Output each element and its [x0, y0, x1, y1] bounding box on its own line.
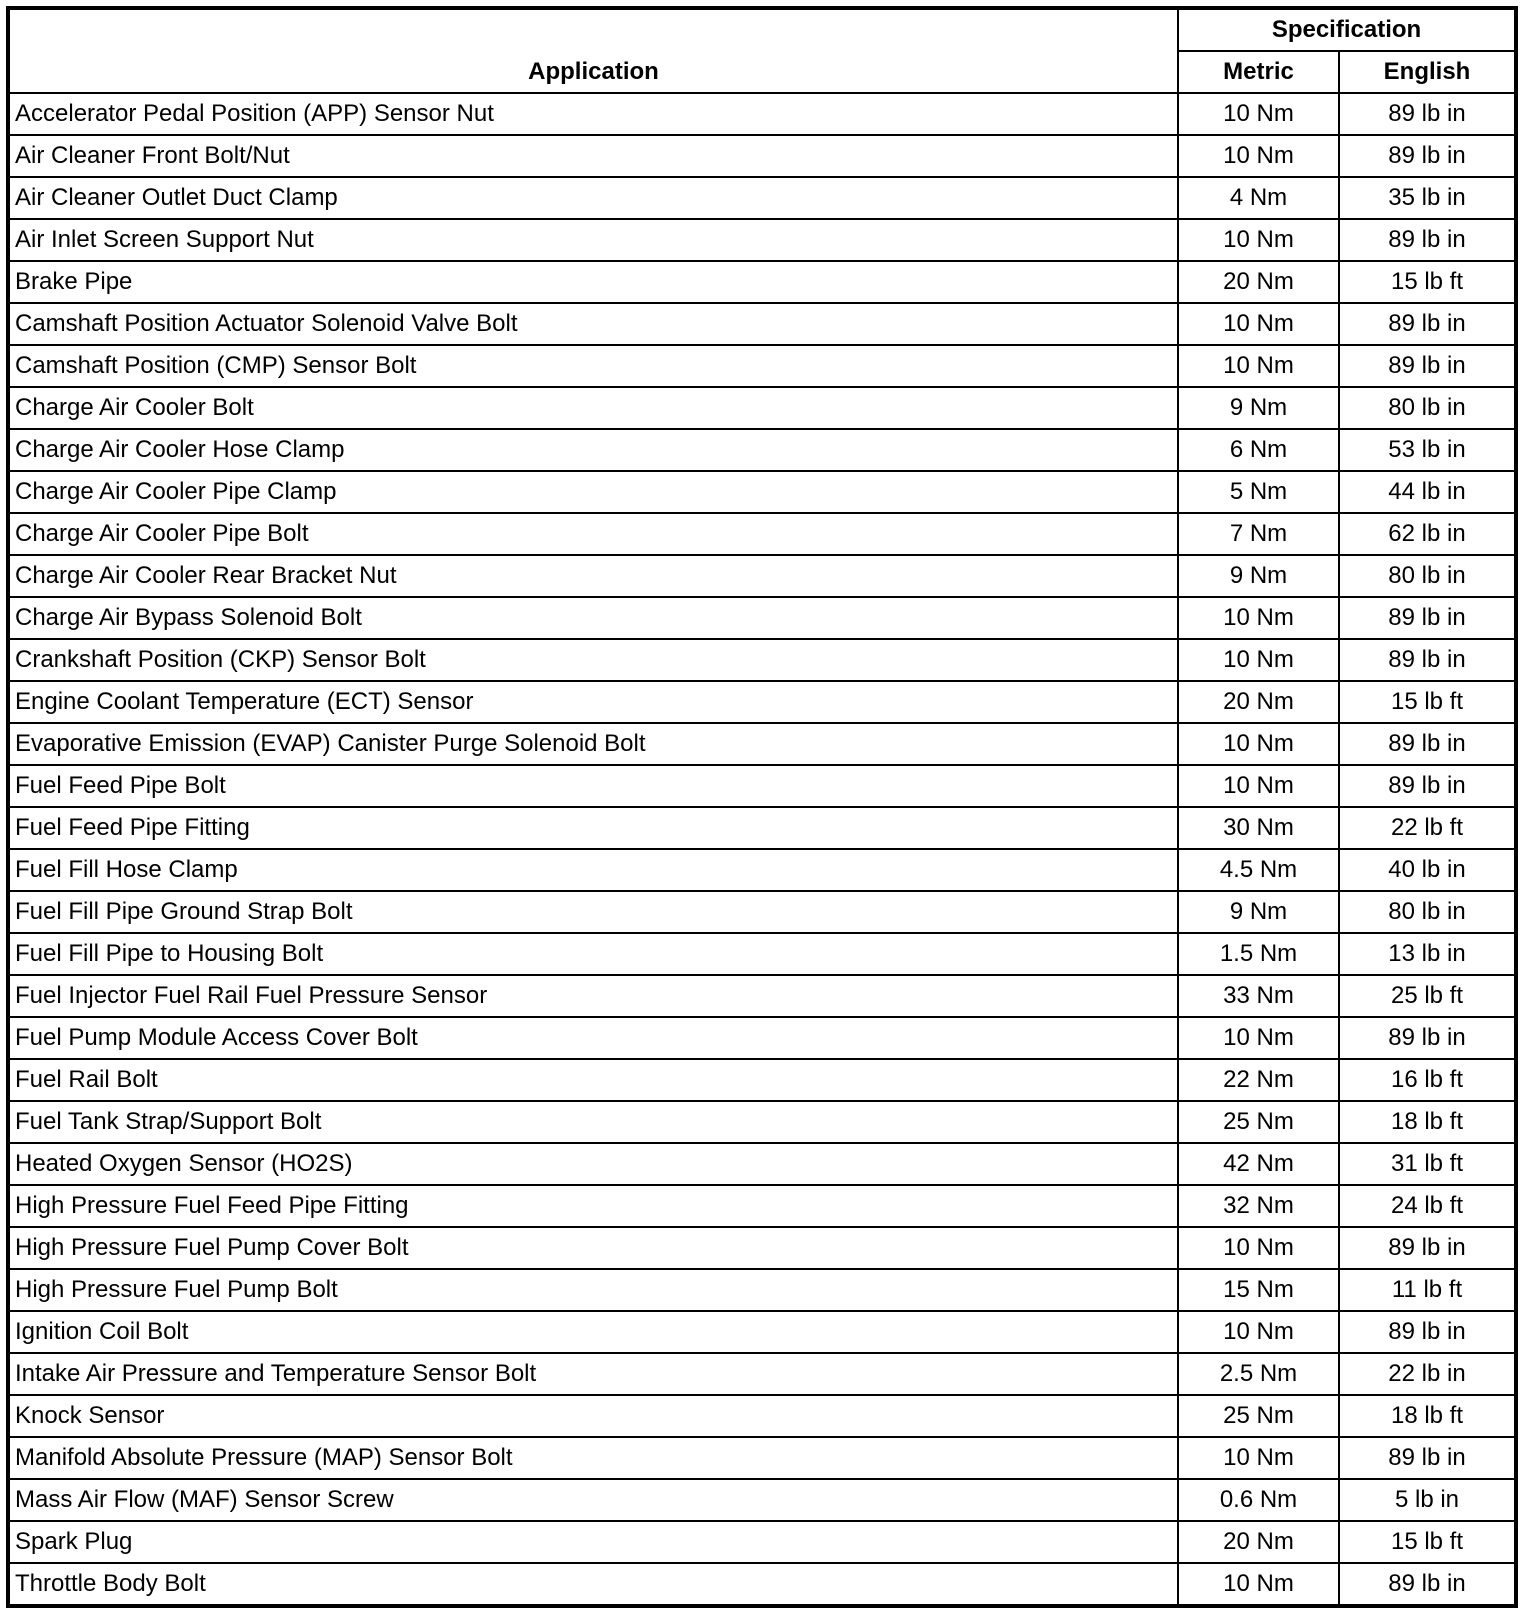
table-row	[8, 765, 1516, 807]
application-cell: Crankshaft Position (CKP) Sensor Bolt	[8, 639, 1178, 681]
application-cell: Charge Air Cooler Rear Bracket Nut	[8, 555, 1178, 597]
table-row	[8, 1521, 1516, 1563]
metric-cell: 7 Nm	[1178, 513, 1339, 555]
metric-cell: 9 Nm	[1178, 891, 1339, 933]
table-header	[8, 8, 1516, 93]
english-cell: 53 lb in	[1339, 429, 1516, 471]
metric-cell: 10 Nm	[1178, 597, 1339, 639]
table-row	[8, 177, 1516, 219]
table-body	[8, 93, 1516, 1606]
application-cell: Charge Air Cooler Pipe Bolt	[8, 513, 1178, 555]
application-cell: Air Cleaner Outlet Duct Clamp	[8, 177, 1178, 219]
table-row	[8, 1479, 1516, 1521]
application-cell: High Pressure Fuel Pump Bolt	[8, 1269, 1178, 1311]
english-cell: 35 lb in	[1339, 177, 1516, 219]
metric-cell: 10 Nm	[1178, 345, 1339, 387]
table-row	[8, 1563, 1516, 1606]
application-cell: Ignition Coil Bolt	[8, 1311, 1178, 1353]
english-cell: 89 lb in	[1339, 219, 1516, 261]
english-cell: 80 lb in	[1339, 387, 1516, 429]
application-cell: Fuel Fill Pipe Ground Strap Bolt	[8, 891, 1178, 933]
application-cell: Air Cleaner Front Bolt/Nut	[8, 135, 1178, 177]
table-row	[8, 1143, 1516, 1185]
english-cell: 22 lb in	[1339, 1353, 1516, 1395]
application-cell: Air Inlet Screen Support Nut	[8, 219, 1178, 261]
application-cell: Camshaft Position Actuator Solenoid Valve Bolt	[8, 303, 1178, 345]
table-row	[8, 303, 1516, 345]
table-row	[8, 219, 1516, 261]
table-row	[8, 345, 1516, 387]
application-cell: Camshaft Position (CMP) Sensor Bolt	[8, 345, 1178, 387]
table-row	[8, 555, 1516, 597]
table-row	[8, 513, 1516, 555]
english-cell: 5 lb in	[1339, 1479, 1516, 1521]
english-cell: 89 lb in	[1339, 765, 1516, 807]
metric-cell: 9 Nm	[1178, 387, 1339, 429]
metric-cell: 10 Nm	[1178, 639, 1339, 681]
english-cell: 89 lb in	[1339, 93, 1516, 135]
english-cell: 13 lb in	[1339, 933, 1516, 975]
english-cell: 89 lb in	[1339, 135, 1516, 177]
table-row	[8, 1269, 1516, 1311]
table-row	[8, 1101, 1516, 1143]
application-cell: Fuel Pump Module Access Cover Bolt	[8, 1017, 1178, 1059]
metric-cell: 33 Nm	[1178, 975, 1339, 1017]
application-cell: Brake Pipe	[8, 261, 1178, 303]
application-cell: Charge Air Cooler Bolt	[8, 387, 1178, 429]
table-row	[8, 261, 1516, 303]
metric-cell: 22 Nm	[1178, 1059, 1339, 1101]
application-cell: High Pressure Fuel Pump Cover Bolt	[8, 1227, 1178, 1269]
english-cell: 22 lb ft	[1339, 807, 1516, 849]
application-cell: Fuel Feed Pipe Bolt	[8, 765, 1178, 807]
english-cell: 89 lb in	[1339, 1227, 1516, 1269]
application-cell: Engine Coolant Temperature (ECT) Sensor	[8, 681, 1178, 723]
metric-cell: 10 Nm	[1178, 1227, 1339, 1269]
metric-cell: 5 Nm	[1178, 471, 1339, 513]
table-row	[8, 933, 1516, 975]
application-cell: Charge Air Cooler Hose Clamp	[8, 429, 1178, 471]
metric-cell: 10 Nm	[1178, 1563, 1339, 1606]
metric-header: Metric	[1178, 51, 1339, 93]
english-cell: 24 lb ft	[1339, 1185, 1516, 1227]
english-cell: 89 lb in	[1339, 639, 1516, 681]
application-cell: Knock Sensor	[8, 1395, 1178, 1437]
english-cell: 89 lb in	[1339, 303, 1516, 345]
english-cell: 15 lb ft	[1339, 1521, 1516, 1563]
application-cell: Charge Air Bypass Solenoid Bolt	[8, 597, 1178, 639]
table-row	[8, 849, 1516, 891]
english-cell: 89 lb in	[1339, 723, 1516, 765]
metric-cell: 4.5 Nm	[1178, 849, 1339, 891]
english-cell: 18 lb ft	[1339, 1101, 1516, 1143]
table-row	[8, 429, 1516, 471]
metric-cell: 6 Nm	[1178, 429, 1339, 471]
metric-cell: 10 Nm	[1178, 723, 1339, 765]
table-row	[8, 471, 1516, 513]
metric-cell: 10 Nm	[1178, 303, 1339, 345]
table-row	[8, 1059, 1516, 1101]
metric-cell: 25 Nm	[1178, 1395, 1339, 1437]
application-cell: High Pressure Fuel Feed Pipe Fitting	[8, 1185, 1178, 1227]
metric-cell: 20 Nm	[1178, 261, 1339, 303]
application-cell: Charge Air Cooler Pipe Clamp	[8, 471, 1178, 513]
table-row	[8, 1395, 1516, 1437]
torque-spec-table	[6, 6, 1518, 1608]
table-row	[8, 723, 1516, 765]
table-row	[8, 807, 1516, 849]
table-row	[8, 597, 1516, 639]
english-cell: 25 lb ft	[1339, 975, 1516, 1017]
application-cell: Fuel Rail Bolt	[8, 1059, 1178, 1101]
application-cell: Manifold Absolute Pressure (MAP) Sensor Bolt	[8, 1437, 1178, 1479]
table-row	[8, 1017, 1516, 1059]
english-cell: 62 lb in	[1339, 513, 1516, 555]
application-cell: Spark Plug	[8, 1521, 1178, 1563]
english-header: English	[1339, 51, 1516, 93]
english-cell: 15 lb ft	[1339, 681, 1516, 723]
application-header: Application	[8, 8, 1178, 93]
metric-cell: 10 Nm	[1178, 219, 1339, 261]
table-row	[8, 1353, 1516, 1395]
metric-cell: 20 Nm	[1178, 681, 1339, 723]
application-cell: Fuel Tank Strap/Support Bolt	[8, 1101, 1178, 1143]
english-cell: 89 lb in	[1339, 1563, 1516, 1606]
table-row	[8, 1311, 1516, 1353]
english-cell: 18 lb ft	[1339, 1395, 1516, 1437]
metric-cell: 1.5 Nm	[1178, 933, 1339, 975]
metric-cell: 0.6 Nm	[1178, 1479, 1339, 1521]
metric-cell: 4 Nm	[1178, 177, 1339, 219]
table-row	[8, 93, 1516, 135]
table-row	[8, 681, 1516, 723]
specification-header: Specification	[1178, 8, 1516, 51]
metric-cell: 10 Nm	[1178, 765, 1339, 807]
metric-cell: 32 Nm	[1178, 1185, 1339, 1227]
english-cell: 89 lb in	[1339, 1017, 1516, 1059]
application-cell: Accelerator Pedal Position (APP) Sensor Nut	[8, 93, 1178, 135]
metric-cell: 10 Nm	[1178, 93, 1339, 135]
application-cell: Fuel Fill Pipe to Housing Bolt	[8, 933, 1178, 975]
metric-cell: 42 Nm	[1178, 1143, 1339, 1185]
metric-cell: 10 Nm	[1178, 1311, 1339, 1353]
english-cell: 15 lb ft	[1339, 261, 1516, 303]
metric-cell: 20 Nm	[1178, 1521, 1339, 1563]
application-cell: Throttle Body Bolt	[8, 1563, 1178, 1606]
table-row	[8, 639, 1516, 681]
metric-cell: 10 Nm	[1178, 1437, 1339, 1479]
application-cell: Evaporative Emission (EVAP) Canister Purge Solenoid Bolt	[8, 723, 1178, 765]
metric-cell: 15 Nm	[1178, 1269, 1339, 1311]
application-cell: Mass Air Flow (MAF) Sensor Screw	[8, 1479, 1178, 1521]
metric-cell: 10 Nm	[1178, 135, 1339, 177]
application-cell: Fuel Feed Pipe Fitting	[8, 807, 1178, 849]
table-row	[8, 1185, 1516, 1227]
metric-cell: 10 Nm	[1178, 1017, 1339, 1059]
english-cell: 40 lb in	[1339, 849, 1516, 891]
table-row	[8, 1227, 1516, 1269]
english-cell: 89 lb in	[1339, 597, 1516, 639]
english-cell: 89 lb in	[1339, 1311, 1516, 1353]
english-cell: 31 lb ft	[1339, 1143, 1516, 1185]
application-cell: Fuel Injector Fuel Rail Fuel Pressure Sensor	[8, 975, 1178, 1017]
metric-cell: 25 Nm	[1178, 1101, 1339, 1143]
english-cell: 11 lb ft	[1339, 1269, 1516, 1311]
metric-cell: 30 Nm	[1178, 807, 1339, 849]
application-cell: Intake Air Pressure and Temperature Sensor Bolt	[8, 1353, 1178, 1395]
table-row	[8, 387, 1516, 429]
table-row	[8, 135, 1516, 177]
english-cell: 89 lb in	[1339, 1437, 1516, 1479]
english-cell: 80 lb in	[1339, 891, 1516, 933]
table-row	[8, 891, 1516, 933]
table-row	[8, 1437, 1516, 1479]
english-cell: 89 lb in	[1339, 345, 1516, 387]
metric-cell: 9 Nm	[1178, 555, 1339, 597]
english-cell: 16 lb ft	[1339, 1059, 1516, 1101]
english-cell: 80 lb in	[1339, 555, 1516, 597]
application-cell: Fuel Fill Hose Clamp	[8, 849, 1178, 891]
table-row	[8, 975, 1516, 1017]
metric-cell: 2.5 Nm	[1178, 1353, 1339, 1395]
application-cell: Heated Oxygen Sensor (HO2S)	[8, 1143, 1178, 1185]
english-cell: 44 lb in	[1339, 471, 1516, 513]
